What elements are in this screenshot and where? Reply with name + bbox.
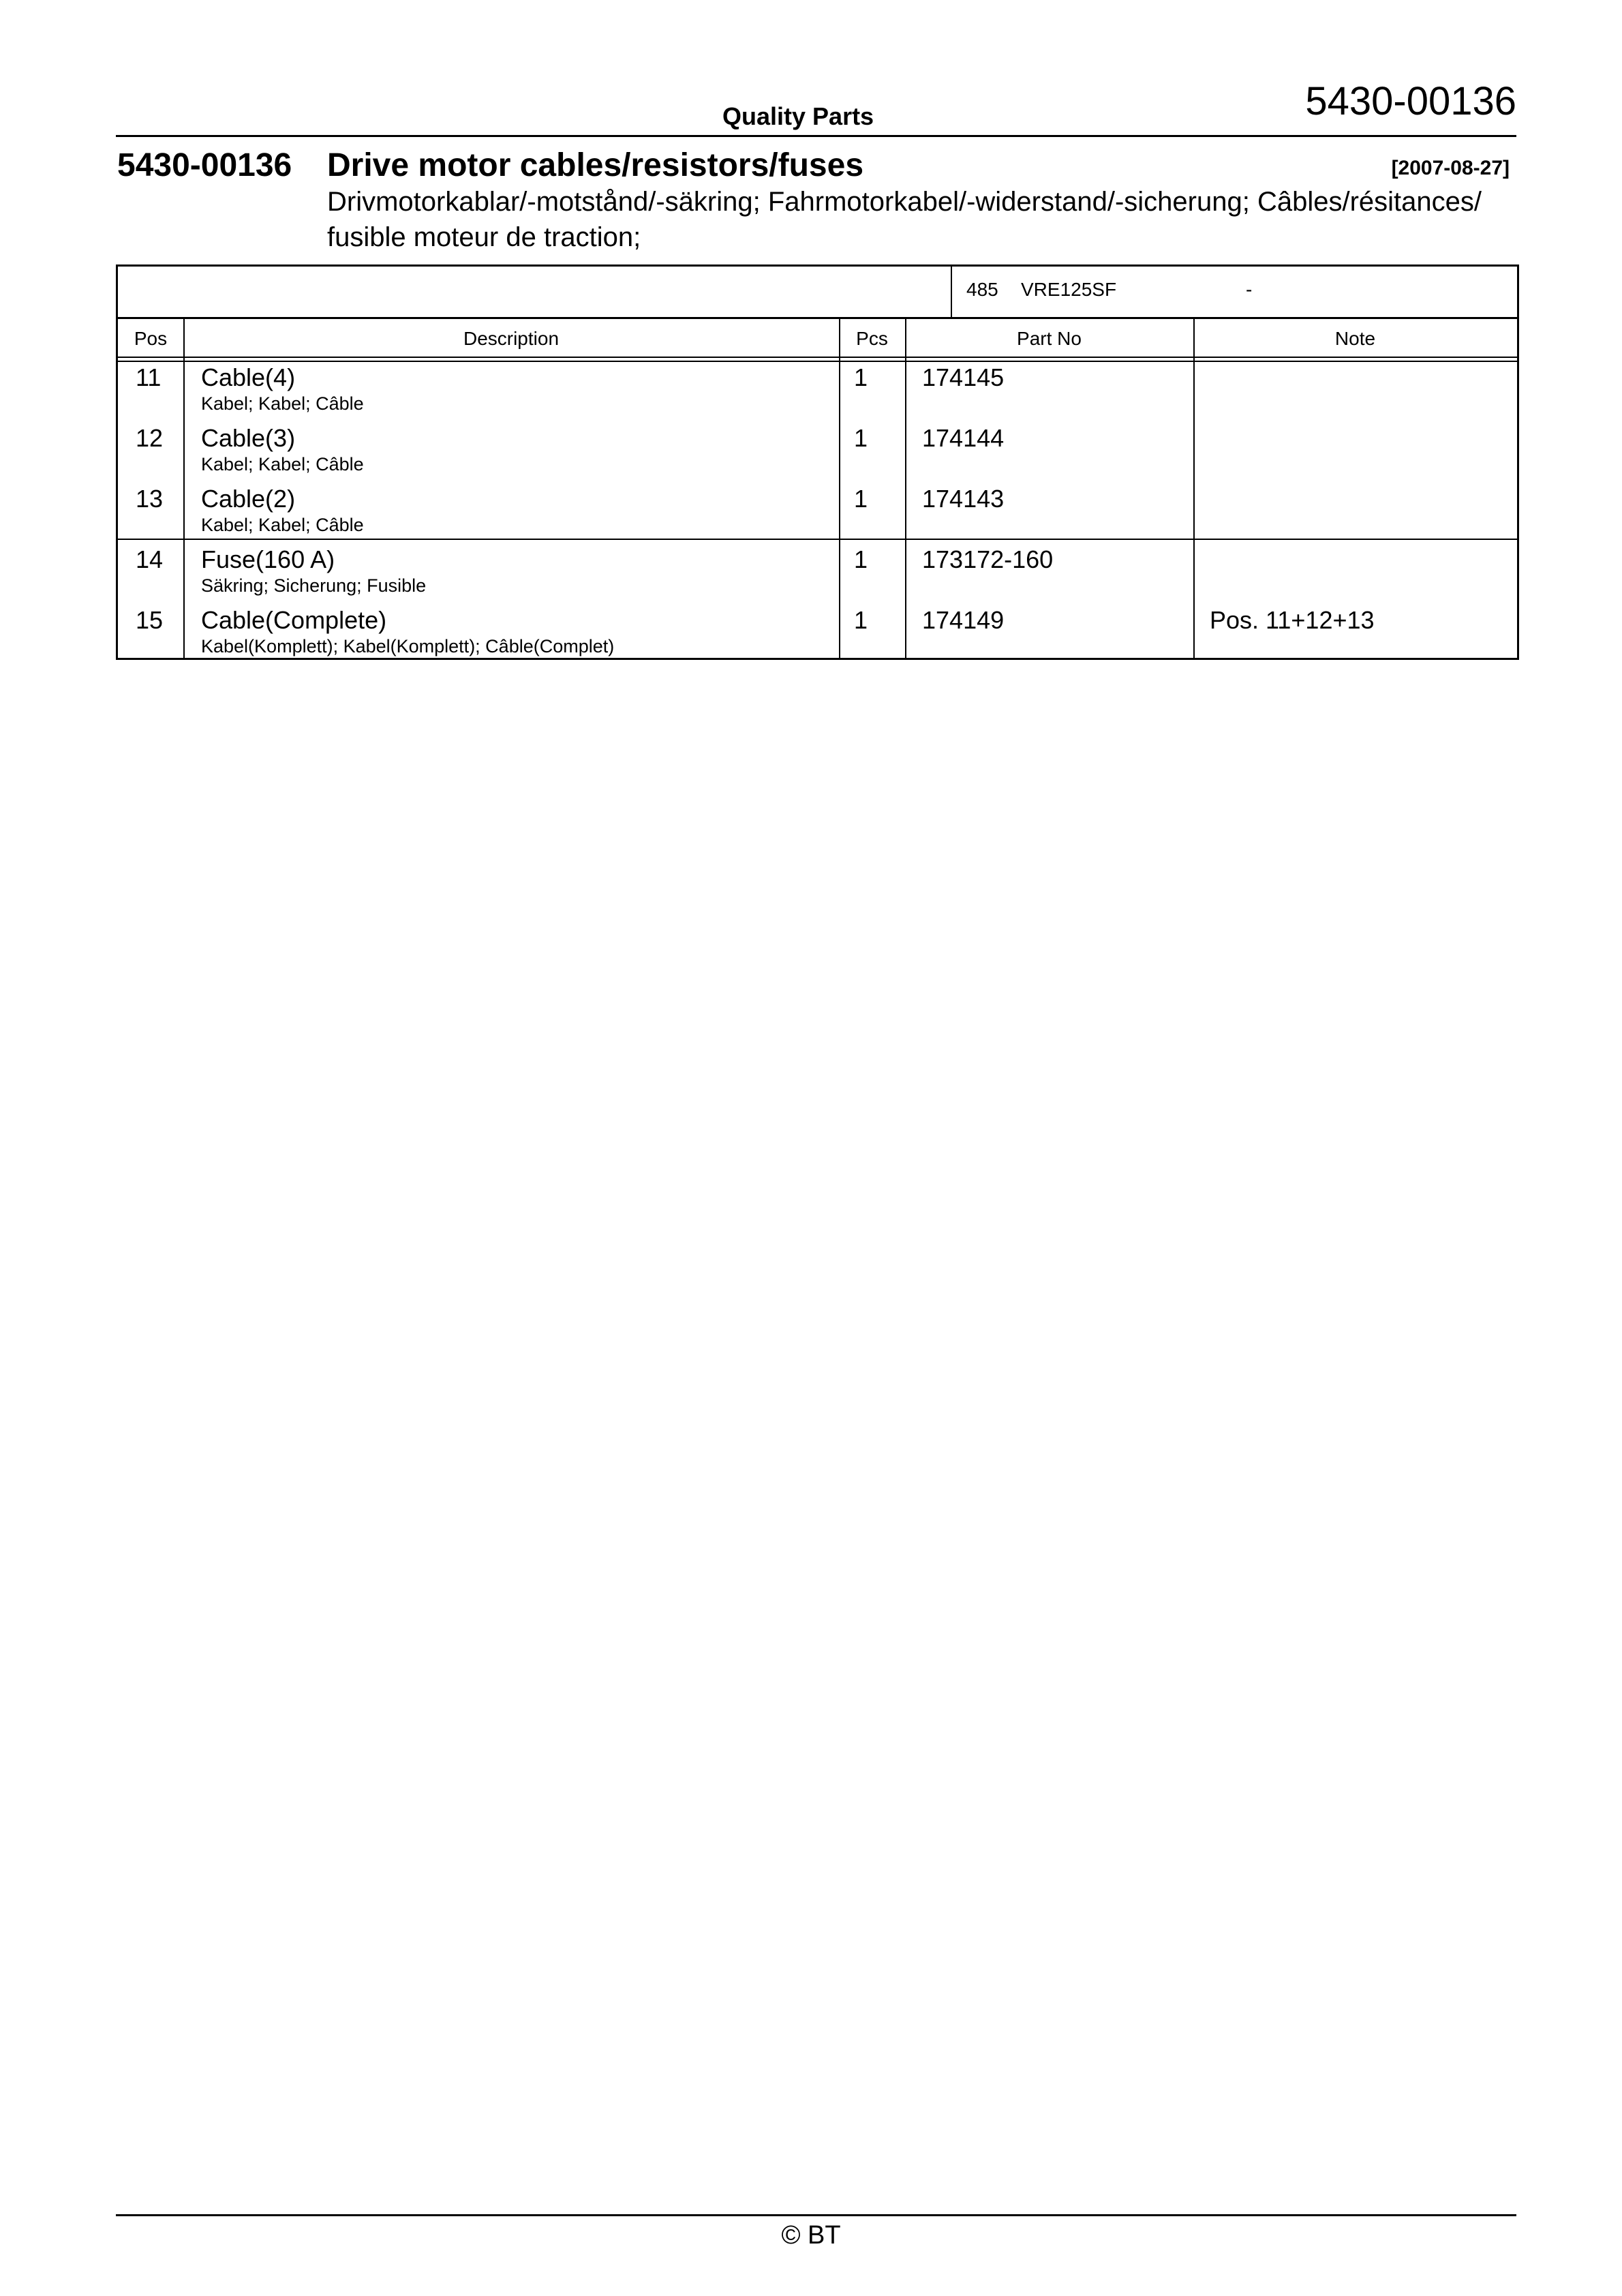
title-translations: Drivmotorkablar/-motstånd/-säkring; Fahrmotorkabel/-widerstand/-sicherung; Câbles/résitances/ fusible moteur de traction; (327, 187, 1482, 252)
header-part-no: Part No (1017, 328, 1082, 349)
row-pcs: 1 (854, 545, 868, 573)
row-part-no: 174143 (922, 485, 1005, 513)
header-note: Note (1334, 328, 1376, 349)
row-pos: 15 (136, 606, 164, 634)
row-translations: Kabel; Kabel; Câble (201, 515, 364, 535)
header-description: Description (463, 328, 560, 349)
row-pos: 14 (136, 545, 164, 573)
document-date: [2007-08-27] (1391, 157, 1510, 179)
row-part-no: 174144 (922, 424, 1005, 452)
model-number: 485 (966, 279, 998, 300)
row-pos: 13 (136, 485, 164, 513)
model-name: VRE125SF (1021, 279, 1117, 300)
row-translations: Kabel(Komplett); Kabel(Komplett); Câble(Complet) (201, 636, 615, 656)
header-brand: Quality Parts (722, 102, 874, 130)
header-pos: Pos (134, 328, 168, 349)
row-pcs: 1 (854, 424, 868, 452)
row-pcs: 1 (854, 485, 868, 513)
row-part-no: 174149 (922, 606, 1005, 634)
row-pcs: 1 (854, 363, 868, 391)
model-box-divider (951, 267, 952, 317)
footer-divider (116, 2214, 1516, 2216)
row-part-no: 173172-160 (922, 545, 1054, 573)
row-name: Cable(2) (201, 485, 296, 513)
row-translations: Kabel; Kabel; Câble (201, 454, 364, 474)
row-pos: 12 (136, 424, 164, 452)
header-divider (116, 135, 1516, 137)
row-translations: Kabel; Kabel; Câble (201, 393, 364, 414)
column-divider (183, 317, 185, 658)
column-divider (839, 317, 840, 658)
header-rule (118, 357, 1517, 358)
row-part-no: 174145 (922, 363, 1005, 391)
row-name: Cable(Complete) (201, 606, 387, 634)
page-title: Drive motor cables/resistors/fuses (327, 147, 864, 183)
model-box (116, 265, 1519, 319)
model-range: - (1246, 279, 1253, 300)
row-note: Pos. 11+12+13 (1210, 606, 1375, 634)
column-divider (1193, 317, 1195, 658)
header-pcs: Pcs (856, 328, 888, 349)
row-translations: Säkring; Sicherung; Fusible (201, 575, 427, 596)
row-pcs: 1 (854, 606, 868, 634)
footer-copyright: © BT (781, 2221, 841, 2250)
row-pos: 11 (136, 363, 162, 391)
row-name: Fuse(160 A) (201, 545, 335, 573)
document-id: 5430-00136 (117, 147, 292, 183)
row-name: Cable(4) (201, 363, 296, 391)
header-rule (118, 361, 1517, 362)
row-name: Cable(3) (201, 424, 296, 452)
group-divider (118, 539, 1517, 540)
column-divider (905, 317, 906, 658)
header-document-code: 5430-00136 (1305, 79, 1516, 123)
parts-table (116, 317, 1519, 660)
